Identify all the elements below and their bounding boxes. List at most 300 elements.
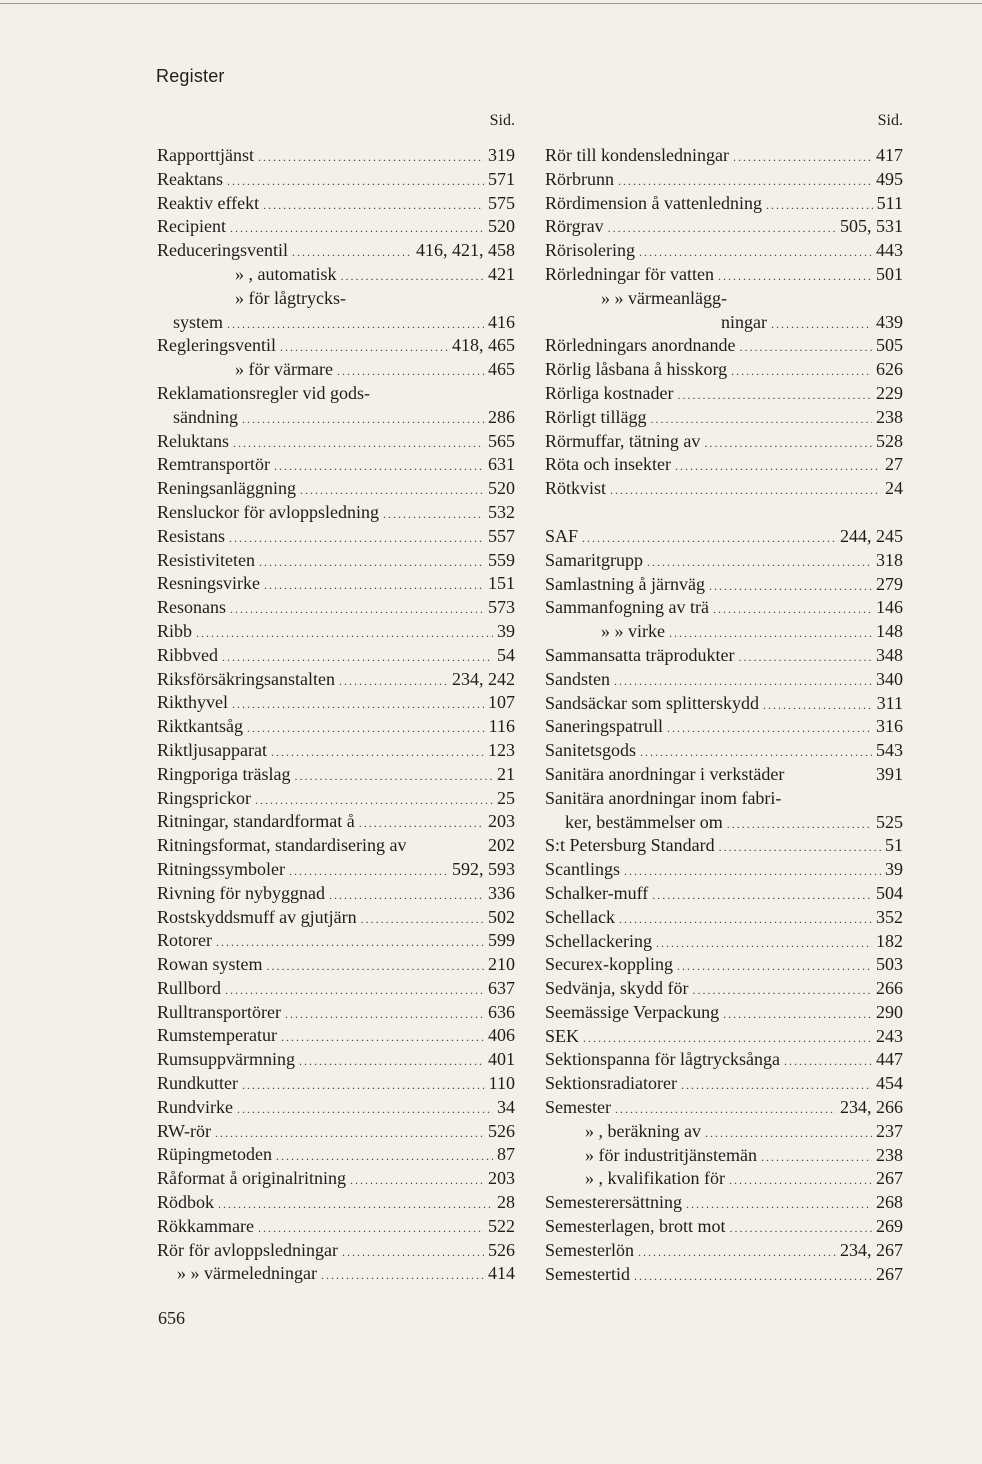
index-entry	[157, 668, 515, 692]
entry-term: Rullbord	[157, 977, 222, 998]
dot-leader	[634, 1265, 872, 1289]
entry-term: system	[173, 311, 224, 332]
entry-page-ref: 110	[488, 1073, 515, 1094]
index-entry	[545, 430, 903, 454]
dot-leader	[289, 860, 448, 884]
index-entry	[157, 644, 515, 668]
entry-term: Rödbok	[157, 1192, 215, 1213]
index-entry	[157, 1239, 515, 1263]
index-entry	[545, 1191, 903, 1215]
entry-page-ref: 495	[876, 168, 903, 189]
entry-page-ref: 267	[876, 1263, 903, 1284]
entry-term: Reluktans	[157, 430, 229, 451]
dot-leader	[713, 598, 872, 622]
entry-term: Rensluckor för avloppsledning	[157, 501, 379, 522]
entry-term: Rörligt tillägg	[545, 406, 647, 427]
dot-leader	[652, 884, 872, 908]
entry-page-ref: 443	[876, 240, 903, 261]
entry-term: sändning	[173, 406, 238, 427]
dot-leader	[766, 194, 873, 218]
index-entry	[545, 787, 903, 811]
dot-leader	[677, 955, 872, 979]
index-entry	[545, 1096, 903, 1120]
index-entry	[157, 1001, 515, 1025]
index-entry	[157, 1167, 515, 1191]
dot-leader	[274, 455, 484, 479]
index-entry	[545, 573, 903, 597]
index-entry	[157, 882, 515, 906]
entry-term: Rivning för nybyggnad	[157, 882, 325, 903]
entry-term: Råformat å originalritning	[157, 1168, 346, 1189]
entry-page-ref: 151	[488, 573, 515, 594]
entry-term: Reduceringsventil	[157, 240, 288, 261]
index-entry	[157, 1143, 515, 1167]
entry-term: » , automatisk	[235, 263, 337, 284]
dot-leader	[618, 170, 872, 194]
entry-term: Reaktiv effekt	[157, 192, 260, 213]
index-entry	[545, 477, 903, 501]
index-entry	[157, 620, 515, 644]
index-entry	[545, 287, 903, 311]
entry-page-ref: 637	[488, 977, 515, 998]
index-entry	[157, 525, 515, 549]
entry-page-ref: 267	[876, 1168, 903, 1189]
index-entry	[545, 1263, 903, 1287]
top-rule	[0, 3, 982, 4]
dot-leader	[329, 884, 484, 908]
entry-page-ref: 501	[876, 263, 903, 284]
entry-page-ref: 439	[876, 311, 903, 332]
index-entry	[157, 787, 515, 811]
entry-term: Samlastning å järnväg	[545, 573, 705, 594]
entry-term: Rörliga kostnader	[545, 382, 674, 403]
entry-term: Recipient	[157, 216, 226, 237]
dot-leader	[639, 241, 872, 265]
dot-leader	[729, 1217, 872, 1241]
entry-page-ref: 316	[876, 716, 903, 737]
entry-page-ref: 266	[876, 978, 903, 999]
entry-term: Riktkantsåg	[157, 716, 243, 737]
entry-page-ref: 352	[876, 906, 903, 927]
entry-term: Regleringsventil	[157, 335, 276, 356]
dot-leader	[255, 789, 493, 813]
dot-leader	[669, 622, 872, 646]
index-entry	[157, 572, 515, 596]
index-entry	[157, 239, 515, 263]
dot-leader	[705, 1122, 872, 1146]
index-entry	[157, 215, 515, 239]
index-entry	[545, 1239, 903, 1263]
index-entry	[545, 953, 903, 977]
entry-page-ref: 123	[488, 739, 515, 760]
entry-term: RW-rör	[157, 1120, 211, 1141]
dot-leader	[619, 908, 872, 932]
dot-leader	[259, 551, 484, 575]
index-entry	[157, 406, 515, 430]
index-entry	[545, 334, 903, 358]
page-column-label: Sid.	[489, 112, 515, 129]
entry-page-ref: 51	[885, 835, 903, 856]
entry-page-ref: 447	[876, 1049, 903, 1070]
index-entry	[545, 763, 903, 787]
index-entry	[157, 1262, 515, 1286]
entry-page-ref: 528	[876, 430, 903, 451]
index-entry	[545, 1001, 903, 1025]
entry-page-ref: 505, 531	[840, 216, 903, 237]
entry-page-ref: 348	[876, 644, 903, 665]
entry-page-ref: 520	[488, 216, 515, 237]
entry-page-ref: 454	[876, 1073, 903, 1094]
dot-leader	[247, 717, 485, 741]
entry-term: Rör för avloppsledningar	[157, 1239, 338, 1260]
entry-page-ref: 279	[876, 573, 903, 594]
dot-leader	[383, 503, 484, 527]
index-entry	[157, 263, 515, 287]
entry-term: » för industritjänstemän	[585, 1144, 757, 1165]
dot-leader	[608, 217, 836, 241]
dot-leader	[216, 931, 484, 955]
dot-leader	[624, 860, 881, 884]
index-entry	[157, 929, 515, 953]
index-entry	[545, 1025, 903, 1049]
entry-page-ref: 511	[876, 192, 903, 213]
dot-leader	[761, 1146, 872, 1170]
entry-page-ref: 414	[488, 1263, 515, 1284]
index-entry	[157, 1048, 515, 1072]
dot-leader	[242, 408, 484, 432]
entry-page-ref: 418, 465	[452, 335, 515, 356]
entry-term: Reklamationsregler vid gods-	[157, 382, 370, 403]
entry-term: Rökkammare	[157, 1215, 254, 1236]
dot-leader	[218, 1193, 493, 1217]
entry-page-ref: 243	[876, 1025, 903, 1046]
dot-leader	[196, 622, 493, 646]
entry-page-ref: 311	[876, 692, 903, 713]
entry-term: Rulltransportörer	[157, 1001, 281, 1022]
entry-term: Semesterlön	[545, 1239, 634, 1260]
index-entry	[545, 882, 903, 906]
entry-term: Ringporiga träslag	[157, 763, 291, 784]
entry-term: Ribb	[157, 620, 193, 641]
entry-term: ker, bestämmelser om	[565, 811, 723, 832]
index-entry	[157, 1072, 515, 1096]
page-number: 656	[158, 1308, 185, 1328]
dot-leader	[271, 741, 484, 765]
entry-term: Samaritgrupp	[545, 549, 643, 570]
entry-term: S:t Petersburg Standard	[545, 835, 715, 856]
entry-term: Röta och insekter	[545, 454, 671, 475]
index-entry	[157, 977, 515, 1001]
dot-leader	[723, 1003, 872, 1027]
entry-term: Riktljusapparat	[157, 739, 267, 760]
entry-term: Rumsuppvärmning	[157, 1049, 295, 1070]
entry-page-ref: 229	[876, 382, 903, 403]
dot-leader	[359, 812, 484, 836]
entry-page-ref: 238	[876, 406, 903, 427]
entry-page-ref: 238	[876, 1144, 903, 1165]
index-entry	[157, 549, 515, 573]
dot-leader	[258, 146, 484, 170]
dot-leader	[582, 527, 836, 551]
entry-term: » , kvalifikation för	[585, 1168, 725, 1189]
index-entry	[545, 692, 903, 716]
dot-leader	[292, 241, 412, 265]
page-column-label: Sid.	[877, 112, 903, 129]
dot-leader	[583, 1027, 872, 1051]
dot-leader	[638, 1241, 836, 1265]
entry-page-ref: 203	[488, 811, 515, 832]
entry-term: » , beräkning av	[585, 1120, 701, 1141]
entry-page-ref: 319	[488, 145, 515, 165]
entry-term: Sektionspanna för lågtrycksånga	[545, 1049, 780, 1070]
index-entry	[157, 430, 515, 454]
entry-term: Sanitetsgods	[545, 740, 637, 761]
entry-term: Schellackering	[545, 930, 652, 951]
index-entry	[157, 691, 515, 715]
entry-page-ref: 237	[876, 1120, 903, 1141]
entry-page-ref: 631	[488, 454, 515, 475]
dot-leader	[341, 265, 485, 289]
entry-page-ref: 465	[488, 359, 515, 380]
entry-page-ref: 182	[876, 930, 903, 951]
dot-leader	[651, 408, 873, 432]
entry-term: Securex-koppling	[545, 954, 673, 975]
dot-leader	[692, 979, 872, 1003]
dot-leader	[276, 1145, 493, 1169]
dot-leader	[264, 574, 484, 598]
index-entry	[545, 549, 903, 573]
entry-page-ref: 505	[876, 335, 903, 356]
index-entry	[157, 1120, 515, 1144]
index-entry	[545, 382, 903, 406]
entry-term: Sandsten	[545, 668, 610, 689]
entry-term: Ritningssymboler	[157, 858, 286, 879]
dot-leader	[321, 1264, 484, 1288]
index-entry	[545, 144, 903, 168]
dot-leader	[350, 1169, 484, 1193]
dot-leader	[615, 1098, 836, 1122]
entry-term: Rapporttjänst	[157, 145, 254, 165]
entry-term: Riksförsäkringsanstalten	[157, 668, 335, 689]
entry-page-ref: 416	[488, 311, 515, 332]
entry-page-ref: 502	[488, 906, 515, 927]
entry-term: » för värmare	[235, 359, 333, 380]
entry-page-ref: 290	[876, 1001, 903, 1022]
entry-page-ref: 421	[488, 263, 515, 284]
dot-leader	[337, 360, 484, 384]
dot-leader	[294, 765, 493, 789]
index-entry	[157, 311, 515, 335]
entry-term: Rör till kondensledningar	[545, 145, 729, 165]
index-entry	[545, 453, 903, 477]
entry-term: Rowan system	[157, 954, 263, 975]
entry-term: Rördimension å vattenledning	[545, 192, 762, 213]
dot-leader	[230, 217, 484, 241]
dot-leader	[738, 646, 872, 670]
entry-page-ref: 416, 421, 458	[416, 240, 515, 261]
entry-term: Sammansatta träprodukter	[545, 644, 735, 665]
dot-leader	[215, 1122, 484, 1146]
dot-leader	[361, 908, 484, 932]
entry-page-ref: 599	[488, 930, 515, 951]
index-entry	[545, 1120, 903, 1144]
entry-page-ref: 626	[876, 359, 903, 380]
entry-term: Remtransportör	[157, 454, 270, 475]
dot-leader	[677, 384, 872, 408]
dot-leader	[299, 1050, 484, 1074]
index-entry	[157, 715, 515, 739]
entry-page-ref: 54	[497, 644, 515, 665]
entry-term: Reningsanläggning	[157, 478, 296, 499]
index-entry	[545, 1215, 903, 1239]
entry-term: Sanitära anordningar inom fabri-	[545, 787, 782, 808]
dot-leader	[729, 1169, 872, 1193]
dot-leader	[731, 360, 872, 384]
entry-term: Sammanfogning av trä	[545, 597, 709, 618]
entry-page-ref: 234, 242	[452, 668, 515, 689]
index-entry	[157, 477, 515, 501]
entry-term: Rötkvist	[545, 478, 607, 499]
dot-leader	[258, 1217, 484, 1241]
index-entry	[545, 977, 903, 1001]
entry-page-ref: 522	[488, 1215, 515, 1236]
index-entry	[545, 358, 903, 382]
entry-term: ningar	[721, 311, 767, 332]
entry-page-ref: 148	[876, 621, 903, 642]
entry-page-ref: 636	[488, 1001, 515, 1022]
dot-leader	[719, 836, 881, 860]
entry-term: Rotorer	[157, 930, 212, 951]
dot-leader	[227, 170, 484, 194]
dot-leader	[610, 479, 881, 503]
index-entry	[545, 644, 903, 668]
dot-leader	[263, 194, 484, 218]
dot-leader	[647, 551, 872, 575]
index-entry	[545, 930, 903, 954]
page-header: Register	[156, 66, 225, 86]
index-entry	[157, 858, 515, 882]
entry-page-ref: 559	[488, 549, 515, 570]
entry-term: Resningsvirke	[157, 573, 260, 594]
entry-page-ref: 269	[876, 1216, 903, 1237]
entry-term: Sandsäckar som splitterskydd	[545, 692, 759, 713]
entry-page-ref: 146	[876, 597, 903, 618]
entry-term: Resistiviteten	[157, 549, 255, 570]
entry-term: Sanitära anordningar i verkstäder	[545, 763, 785, 784]
index-entry	[545, 811, 903, 835]
index-entry	[157, 953, 515, 977]
entry-page-ref: 406	[488, 1025, 515, 1046]
entry-term: SAF	[545, 525, 579, 546]
section-gap	[545, 501, 903, 525]
entry-page-ref: 39	[885, 859, 903, 880]
dot-leader	[667, 717, 872, 741]
dot-leader	[230, 598, 484, 622]
index-entry	[157, 334, 515, 358]
entry-page-ref: 210	[488, 954, 515, 975]
entry-page-ref: 401	[488, 1049, 515, 1070]
index-entry	[545, 715, 903, 739]
entry-page-ref: 203	[488, 1168, 515, 1189]
entry-page-ref: 573	[488, 597, 515, 618]
index-entry	[545, 1072, 903, 1096]
entry-term: » » värmeanlägg-	[601, 287, 727, 308]
index-entry	[157, 144, 515, 168]
entry-page-ref: 107	[488, 692, 515, 713]
dot-leader	[718, 265, 872, 289]
entry-term: Schalker-muff	[545, 882, 649, 903]
entry-page-ref: 557	[488, 525, 515, 546]
entry-page-ref: 28	[497, 1192, 515, 1213]
entry-term: Rörledningars anordnande	[545, 335, 736, 356]
entry-page-ref: 24	[885, 478, 903, 499]
entry-term: Rostskyddsmuff av gjutjärn	[157, 906, 357, 927]
index-entry	[545, 834, 903, 858]
entry-term: Rörlig låsbana å hisskorg	[545, 359, 728, 380]
index-entry	[545, 406, 903, 430]
dot-leader	[656, 932, 872, 956]
dot-leader	[233, 432, 484, 456]
entry-term: Ritningsformat, standardisering av	[157, 835, 407, 856]
index-entry	[157, 192, 515, 216]
entry-term: Semester	[545, 1097, 611, 1118]
index-entry	[545, 1048, 903, 1072]
index-entry	[157, 1024, 515, 1048]
entry-page-ref: 592, 593	[452, 858, 515, 879]
entry-page-ref: 565	[488, 430, 515, 451]
dot-leader	[614, 670, 872, 694]
dot-leader	[222, 646, 493, 670]
index-entry	[157, 287, 515, 311]
index-column-right	[545, 112, 903, 1286]
index-entry	[157, 596, 515, 620]
entry-page-ref: 268	[876, 1192, 903, 1213]
entry-page-ref: 318	[876, 549, 903, 570]
dot-leader	[237, 1098, 493, 1122]
index-entry	[157, 906, 515, 930]
entry-page-ref: 543	[876, 740, 903, 761]
entry-term: Rundkutter	[157, 1073, 238, 1094]
index-entry	[545, 596, 903, 620]
index-entry	[545, 168, 903, 192]
entry-page-ref: 25	[497, 787, 515, 808]
entry-term: Semesterersättning	[545, 1192, 682, 1213]
entry-page-ref: 532	[488, 501, 515, 522]
index-entry	[545, 668, 903, 692]
index-entries-left	[157, 144, 515, 1286]
entry-term: Rörmuffar, tätning av	[545, 430, 701, 451]
entry-page-ref: 87	[497, 1144, 515, 1165]
dot-leader	[342, 1241, 484, 1265]
entry-term: Resonans	[157, 597, 226, 618]
dot-leader	[733, 146, 872, 170]
dot-leader	[300, 479, 484, 503]
dot-leader	[281, 1026, 484, 1050]
entry-term: Ribbved	[157, 644, 218, 665]
entry-term: Rörgrav	[545, 216, 604, 237]
entry-term: Saneringspatrull	[545, 716, 663, 737]
dot-leader	[739, 336, 872, 360]
entry-page-ref: 525	[876, 811, 903, 832]
entry-term: Sektionsradiatorer	[545, 1073, 677, 1094]
entry-term: Semesterlagen, brott mot	[545, 1216, 726, 1237]
index-entry	[545, 620, 903, 644]
entry-term: Rundvirke	[157, 1096, 233, 1117]
index-entry	[545, 1167, 903, 1191]
entry-term: » » virke	[601, 621, 665, 642]
entry-page-ref: 526	[488, 1120, 515, 1141]
index-entry	[157, 358, 515, 382]
